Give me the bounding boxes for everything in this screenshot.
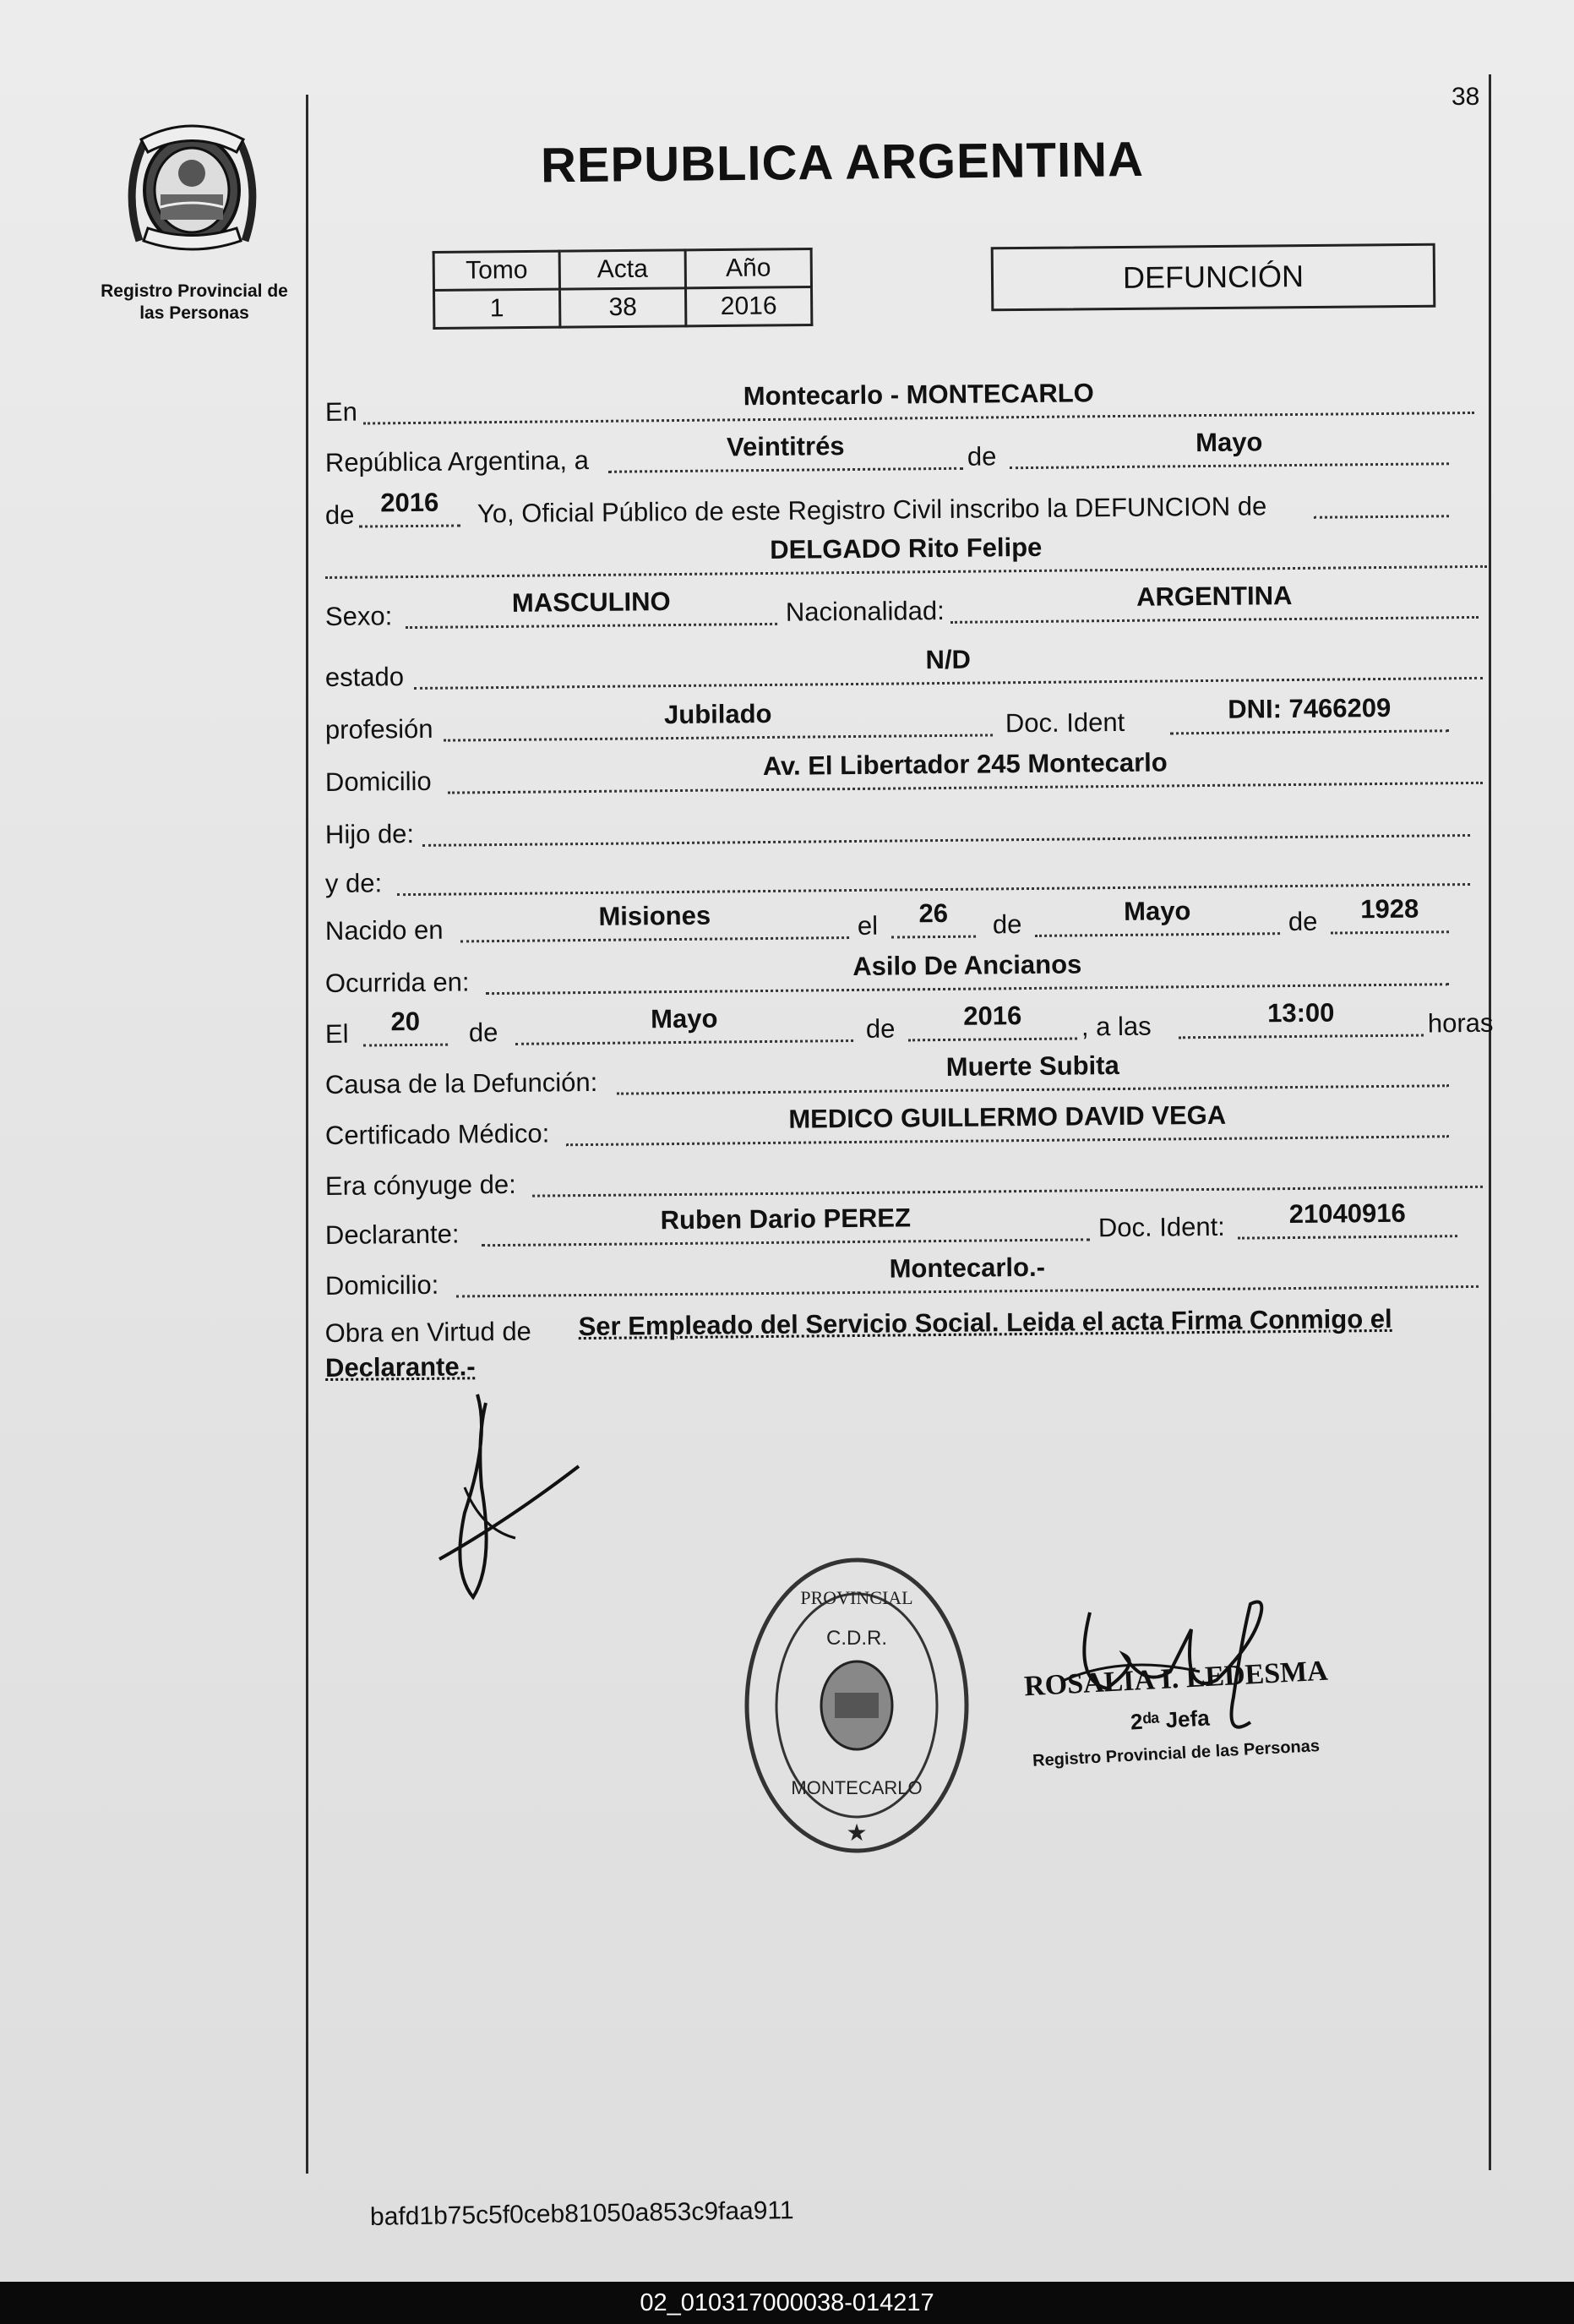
label-estado: estado <box>324 662 405 692</box>
field-nacionalidad: ARGENTINA <box>950 579 1479 624</box>
misiones-coat-of-arms-logo <box>123 114 262 262</box>
field-anio: 2016 <box>359 487 460 527</box>
field-profesion: Jubilado <box>444 696 993 741</box>
svg-text:MONTECARLO: MONTECARLO <box>791 1777 923 1798</box>
label-el: el <box>857 910 879 941</box>
field-hijo-de <box>422 797 1470 847</box>
svg-text:PROVINCIAL: PROVINCIAL <box>800 1587 913 1608</box>
row-fecha <box>324 427 1490 485</box>
label-sexo: Sexo: <box>324 601 393 631</box>
label-y-de: y de: <box>324 868 383 898</box>
field-nacido-lugar: Misiones <box>460 899 849 942</box>
field-nacido-anio: 1928 <box>1331 893 1449 934</box>
ref-header-tomo: Tomo <box>433 251 559 290</box>
footer-file-id: 02_010317000038-014217 <box>0 2282 1574 2324</box>
field-conyuge <box>532 1148 1483 1197</box>
label-de-5: de <box>865 1013 896 1044</box>
field-oficial-blank <box>1314 477 1449 519</box>
ref-value-acta: 38 <box>560 288 686 327</box>
label-en: En <box>324 396 358 427</box>
official-name: ROSALIA I. LEDESMA <box>1023 1655 1329 1703</box>
ref-value-anio: 2016 <box>685 287 811 326</box>
label-hijo-de: Hijo de: <box>324 818 415 849</box>
row-nacido <box>324 893 1490 953</box>
label-de-3: de <box>1288 906 1318 937</box>
label-horas: horas <box>1427 1007 1494 1039</box>
official-stamp <box>742 1553 972 1858</box>
label-causa: Causa de la Defunción: <box>324 1067 598 1099</box>
ref-header-acta: Acta <box>559 250 685 289</box>
field-nacido-mes: Mayo <box>1035 895 1280 937</box>
left-margin-line <box>306 95 308 2174</box>
field-sexo: MASCULINO <box>406 586 777 629</box>
reference-table <box>433 248 814 330</box>
logo-caption: Registro Provincial de las Personas <box>101 281 288 323</box>
page-number: 38 <box>1451 83 1480 111</box>
field-nacido-dia: 26 <box>891 898 976 939</box>
field-nombre: DELGADO Rito Felipe <box>325 528 1487 579</box>
label-republica: República Argentina, a <box>324 445 590 477</box>
row-domicilio <box>324 747 1490 805</box>
field-certificado: MEDICO GUILLERMO DAVID VEGA <box>566 1098 1449 1146</box>
label-nacido-en: Nacido en <box>324 914 444 946</box>
document-hash: bafd1b75c5f0ceb81050a853c9faa911 <box>369 2196 794 2231</box>
label-a-las: , a las <box>1081 1011 1152 1042</box>
document-type-box: DEFUNCIÓN <box>991 243 1436 312</box>
label-doc-ident: Doc. Ident <box>1005 706 1125 739</box>
field-causa: Muerte Subita <box>617 1047 1449 1094</box>
row-sexo <box>324 581 1490 639</box>
declarant-signature <box>431 1386 591 1614</box>
label-conyuge: Era cónyuge de: <box>324 1169 516 1201</box>
label-oficial: Yo, Oficial Público de este Registro Civil inscribo la DEFUNCION de <box>477 491 1267 529</box>
field-domicilio: Av. El Libertador 245 Montecarlo <box>448 745 1483 794</box>
field-muerte-dia: 20 <box>363 1007 448 1047</box>
field-mes: Mayo <box>1010 425 1449 469</box>
field-declarante: Ruben Dario PEREZ <box>482 1201 1090 1247</box>
label-de: de <box>967 441 997 472</box>
field-muerte-anio: 2016 <box>908 1000 1077 1041</box>
label-ocurrida-en: Ocurrida en: <box>324 967 470 998</box>
document-title: REPUBLICA ARGENTINA <box>540 131 1145 194</box>
label-domicilio-2: Domicilio: <box>324 1269 439 1301</box>
row-profesion <box>324 692 1490 752</box>
field-dia-texto: Veintitrés <box>608 430 963 473</box>
row-estado <box>324 644 1490 700</box>
field-lugar: Montecarlo - MONTECARLO <box>363 374 1474 425</box>
label-doc-ident-2: Doc. Ident: <box>1097 1211 1225 1243</box>
label-el-cap: El <box>324 1018 349 1049</box>
official-role: 2ᵈᵃ Jefa <box>1130 1705 1211 1735</box>
label-obra: Obra en Virtud de <box>324 1316 531 1349</box>
label-de-2: de <box>992 909 1022 940</box>
label-declarante: Declarante: <box>324 1219 460 1250</box>
label-profesion: profesión <box>324 713 433 745</box>
svg-text:★: ★ <box>846 1819 868 1846</box>
ref-header-anio: Año <box>685 249 811 288</box>
field-hora: 13:00 <box>1179 997 1424 1039</box>
label-de-4: de <box>468 1017 498 1048</box>
field-muerte-mes: Mayo <box>515 1002 853 1045</box>
label-de-year: de <box>324 499 355 530</box>
field-doc: DNI: 7466209 <box>1170 692 1449 734</box>
label-certificado: Certificado Médico: <box>324 1118 550 1150</box>
field-estado: N/D <box>414 640 1483 690</box>
field-ocurrida: Asilo De Ancianos <box>486 946 1449 995</box>
field-declarante-doc: 21040916 <box>1238 1197 1457 1239</box>
field-domicilio-2: Montecarlo.- <box>456 1248 1479 1298</box>
field-obra: Ser Empleado del Servicio Social. Leida el acta Firma Conmigo el Declarante.- <box>324 1303 1392 1383</box>
official-office: Registro Provincial de las Personas <box>1032 1737 1321 1770</box>
ref-value-tomo: 1 <box>434 289 560 328</box>
svg-text:C.D.R.: C.D.R. <box>826 1627 887 1650</box>
label-domicilio: Domicilio <box>324 766 432 797</box>
label-nacionalidad: Nacionalidad: <box>785 595 945 627</box>
